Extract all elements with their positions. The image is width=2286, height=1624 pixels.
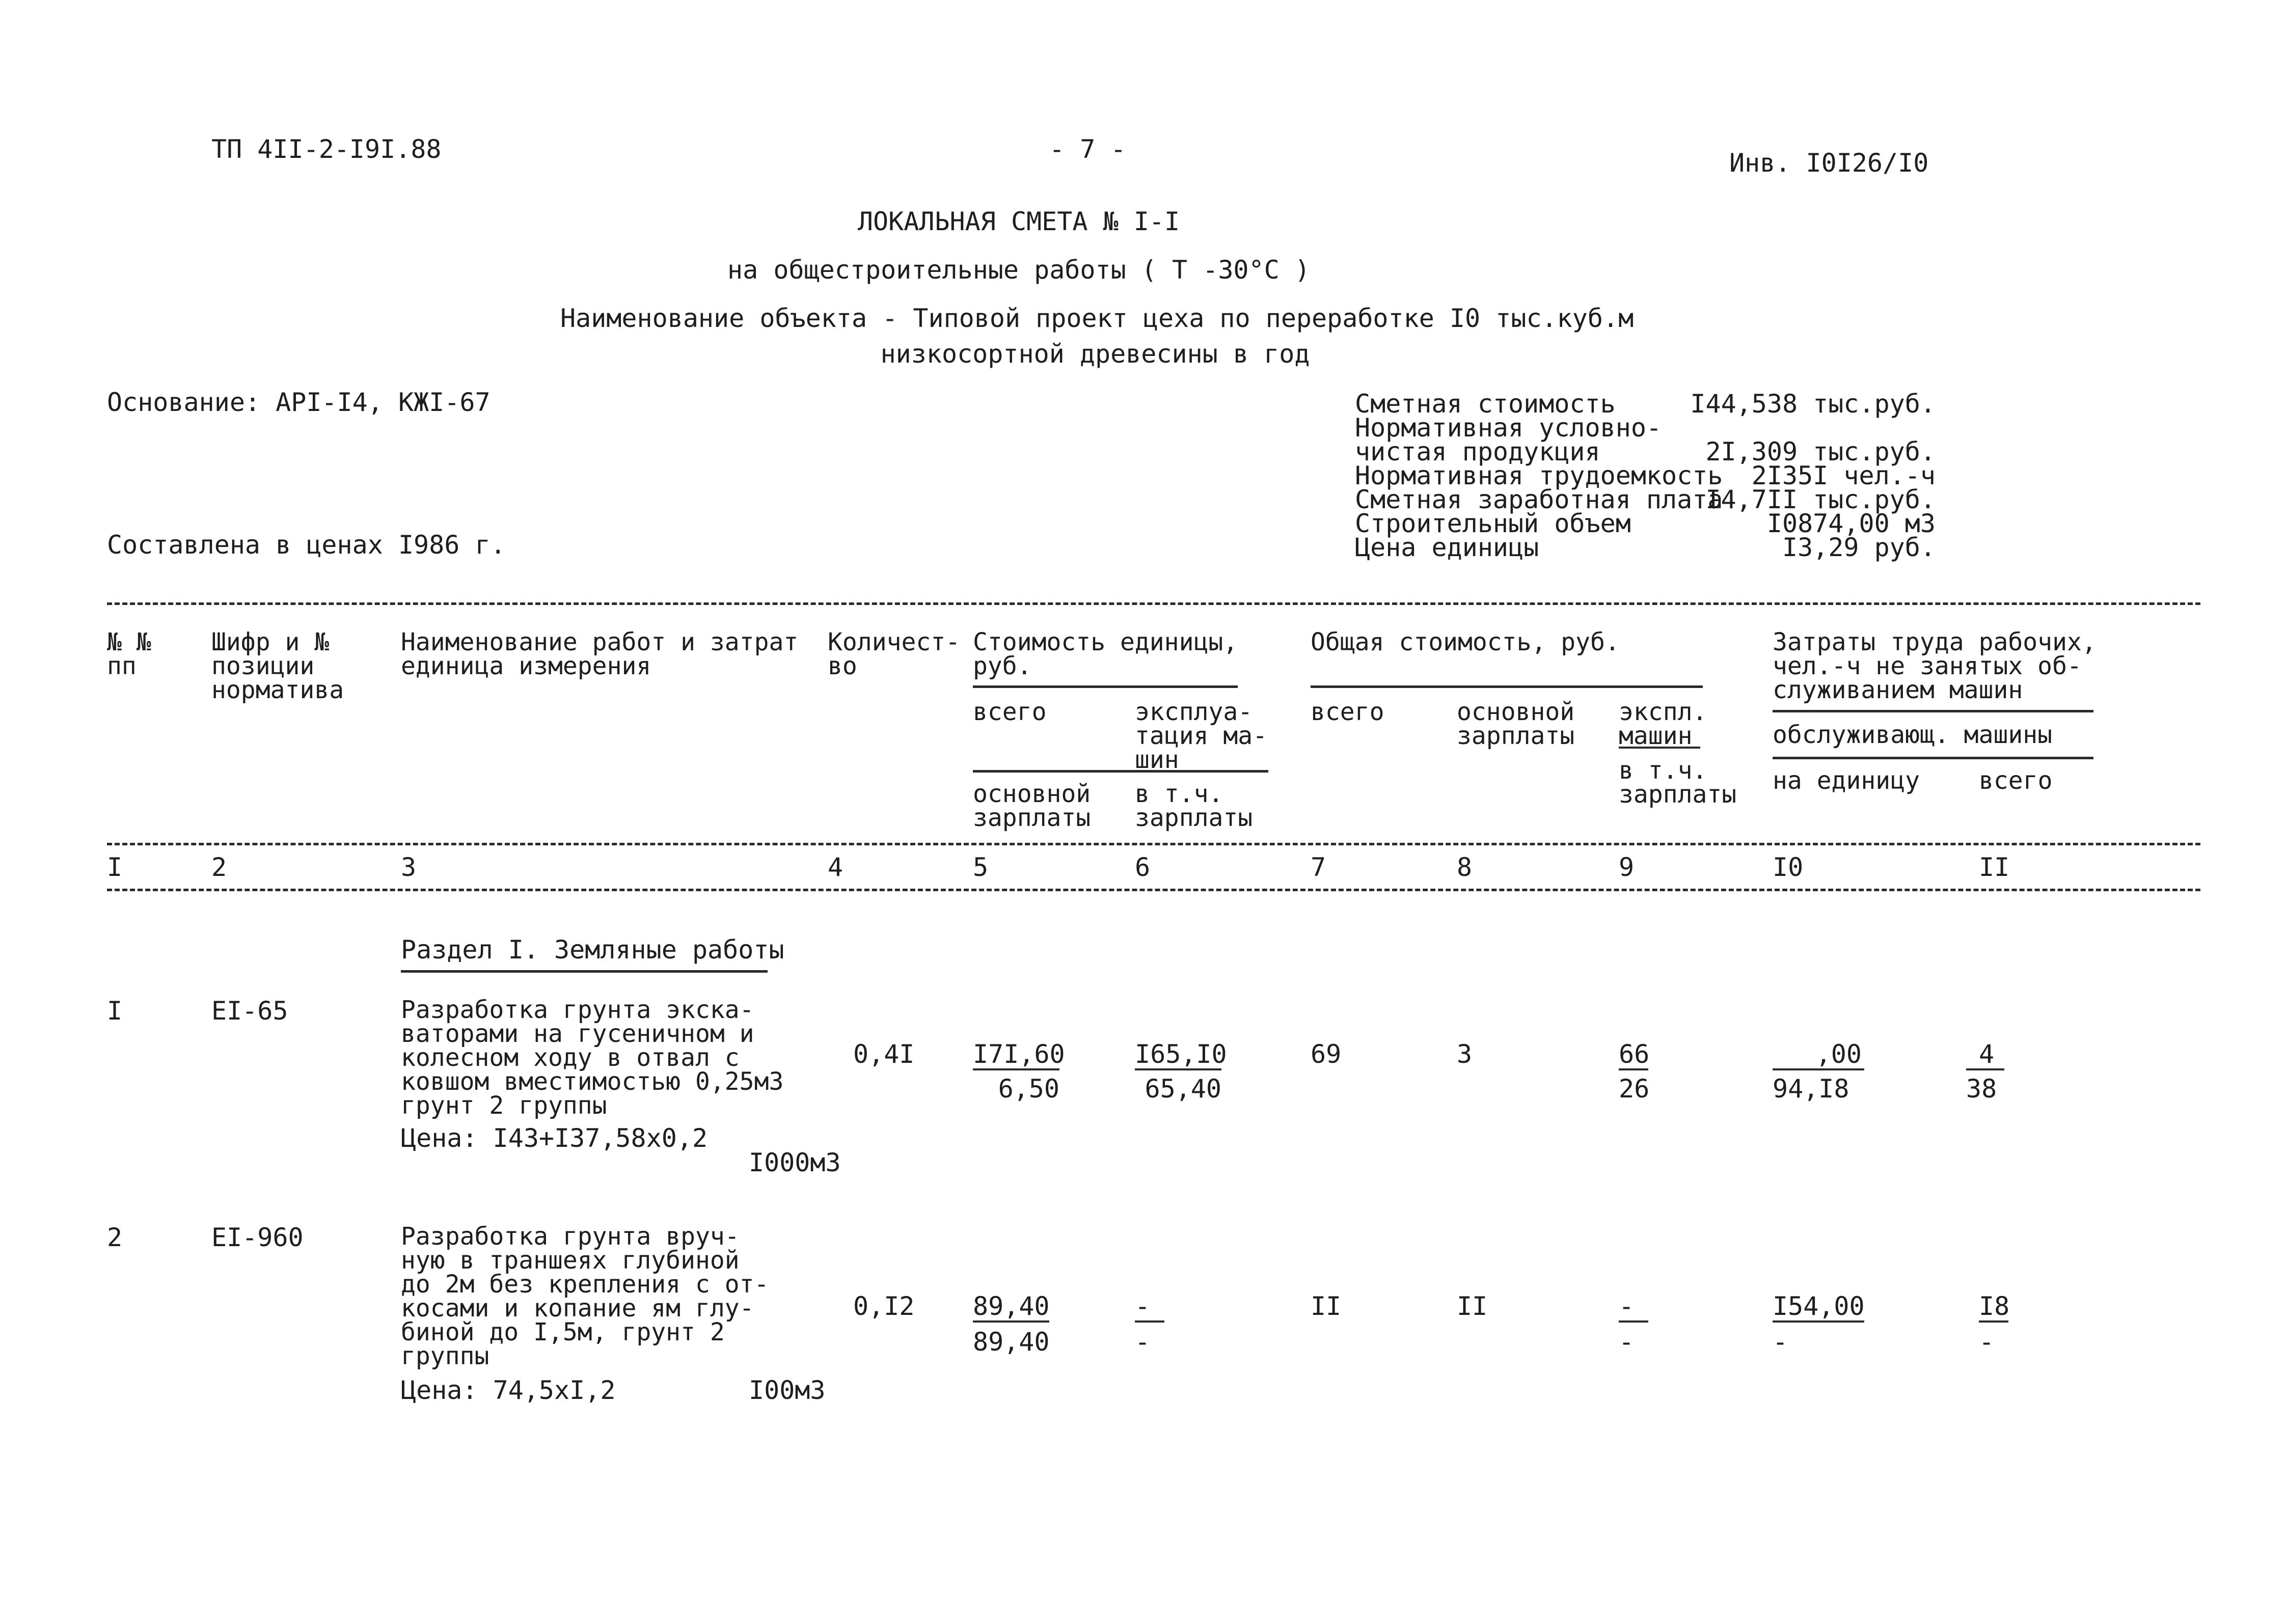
- divider: [973, 685, 1238, 688]
- summary-value: I3,29 руб.: [1782, 533, 1936, 562]
- document-code: ТП 4II-2-I9I.88: [211, 134, 442, 164]
- divider: [401, 970, 768, 973]
- row-quantity: 0,I2: [853, 1291, 915, 1321]
- total-wages: II: [1457, 1291, 1488, 1321]
- divider: [1135, 1320, 1164, 1323]
- row-unit: I000м3: [749, 1148, 841, 1177]
- section-title: Раздел I. Земляные работы: [401, 935, 784, 965]
- header-labor-service: обслуживающ. машины: [1773, 721, 2053, 749]
- labor-total: 4: [1979, 1039, 1995, 1069]
- header-unit-machine: эксплуа- тация ма- шин: [1135, 698, 1268, 774]
- unit-wages: 89,40: [973, 1327, 1050, 1357]
- row-unit: I00м3: [749, 1375, 826, 1405]
- divider: [1773, 710, 2093, 712]
- column-number: 5: [973, 852, 989, 882]
- summary-label: Нормативная условно-: [1355, 413, 1662, 443]
- column-number: I0: [1773, 852, 1804, 882]
- divider: [1966, 1068, 2004, 1070]
- divider: [973, 1320, 1049, 1323]
- summary-value: I0874,00 м3: [1766, 509, 1936, 538]
- header-col-name: Наименование работ и затрат единица измерения: [401, 628, 799, 680]
- column-numbers-rule: [107, 843, 2200, 845]
- row-number: 2: [107, 1223, 123, 1252]
- labor-unit: I54,00: [1773, 1291, 1865, 1321]
- basis: Основание: АРI-I4, КЖI-67: [107, 388, 491, 417]
- labor-unit: ,00: [1815, 1039, 1862, 1069]
- row-price: Цена: I43+I37,58х0,2: [401, 1123, 708, 1153]
- header-labor: Затраты труда рабочих, чел.-ч не занятых об- служиванием машин: [1773, 628, 2097, 704]
- summary-label: Нормативная трудоемкость: [1355, 461, 1723, 490]
- row-price: Цена: 74,5хI,2: [401, 1375, 616, 1405]
- divider: [973, 770, 1268, 773]
- unit-machine-wages: 65,40: [1145, 1074, 1221, 1104]
- header-total-cost: Общая стоимость, руб.: [1311, 628, 1620, 656]
- total-machine-wages: -: [1619, 1327, 1635, 1357]
- header-unit-machine-wages: в т.ч. зарплаты: [1135, 780, 1253, 832]
- unit-total: 89,40: [973, 1291, 1050, 1321]
- summary-label: чистая продукция: [1355, 437, 1600, 466]
- estimate-title: ЛОКАЛЬНАЯ СМЕТА № I-I: [857, 207, 1180, 236]
- header-unit-cost: Стоимость единицы, руб.: [973, 628, 1238, 680]
- divider: [1979, 1320, 2008, 1323]
- column-number: 7: [1311, 852, 1326, 882]
- column-number: 6: [1135, 852, 1151, 882]
- header-total-total: всего: [1311, 698, 1384, 726]
- estimate-subtitle: на общестроительные работы ( Т -30°С ): [727, 255, 1310, 285]
- header-total-machine: экспл. машин: [1619, 698, 1707, 750]
- header-total-machine-wages: в т.ч. зарплаты: [1619, 756, 1737, 809]
- divider: [1773, 1320, 1864, 1323]
- summary-value: 2I35I чел.-ч: [1751, 461, 1936, 490]
- row-code: ЕI-960: [211, 1223, 304, 1252]
- total-machine-wages: 26: [1619, 1074, 1650, 1104]
- divider: [1135, 1068, 1221, 1070]
- header-unit-total: всего: [973, 698, 1047, 726]
- table-header-bottom-rule: [107, 889, 2200, 891]
- header-labor-unit: на единицу: [1773, 766, 1920, 795]
- summary-label: Строительный объем: [1355, 509, 1631, 538]
- summary-label: Сметная заработная плата: [1355, 485, 1723, 514]
- labor-total-bottom: 38: [1966, 1074, 1997, 1104]
- unit-machine-wages: -: [1135, 1327, 1151, 1357]
- divider: [1619, 1068, 1648, 1070]
- labor-unit-bottom: -: [1773, 1327, 1788, 1357]
- column-number: I: [107, 852, 123, 882]
- divider: [973, 1068, 1059, 1070]
- divider: [1619, 1320, 1648, 1323]
- row-description: Разработка грунта экска- ваторами на гусеничном и колесном ходу в отвал с ковшом вместимостью 0,25м3 грунт 2 группы: [401, 996, 784, 1120]
- total-wages: 3: [1457, 1039, 1473, 1069]
- summary-value: I4,7II тыс.руб.: [1705, 485, 1936, 514]
- divider: [1773, 1068, 1864, 1070]
- header-col-quantity: Количест- во: [828, 628, 961, 680]
- column-number: 9: [1619, 852, 1635, 882]
- table-top-rule: [107, 602, 2200, 605]
- column-number: 8: [1457, 852, 1473, 882]
- labor-total: I8: [1979, 1291, 2010, 1321]
- divider: [1311, 685, 1703, 688]
- column-number: II: [1979, 852, 2010, 882]
- header-unit-wages: основной зарплаты: [973, 780, 1091, 832]
- header-labor-total: всего: [1979, 766, 2053, 795]
- summary-value: 2I,309 тыс.руб.: [1705, 437, 1936, 466]
- object-name-line2: низкосортной древесины в год: [880, 339, 1310, 369]
- total-machine: -: [1619, 1291, 1635, 1321]
- header-total-wages: основной зарплаты: [1457, 698, 1575, 750]
- labor-unit-bottom: 94,I8: [1773, 1074, 1849, 1104]
- total-cost: 69: [1311, 1039, 1342, 1069]
- column-number: 3: [401, 852, 417, 882]
- summary-value: I44,538 тыс.руб.: [1690, 389, 1936, 419]
- header-col-number: № № пп: [107, 628, 151, 680]
- labor-total-bottom: -: [1979, 1327, 1995, 1357]
- row-quantity: 0,4I: [853, 1039, 915, 1069]
- divider: [1773, 757, 2093, 759]
- unit-wages: 6,50: [998, 1074, 1059, 1104]
- divider: [1619, 747, 1700, 749]
- inventory-number: Инв. I0I26/I0: [1729, 148, 1929, 178]
- summary-label: Сметная стоимость: [1355, 389, 1616, 419]
- row-number: I: [107, 996, 123, 1026]
- row-description: Разработка грунта вруч- ную в траншеях глубиной до 2м без крепления с от- косами и копание ям глу- биной до I,5м, грунт 2 группы: [401, 1222, 769, 1370]
- unit-total: I7I,60: [973, 1039, 1065, 1069]
- column-number: 4: [828, 852, 843, 882]
- unit-machine: I65,I0: [1135, 1039, 1227, 1069]
- total-machine: 66: [1619, 1039, 1650, 1069]
- row-code: ЕI-65: [211, 996, 288, 1026]
- page-number: - 7 -: [1049, 134, 1126, 164]
- object-name-line1: Наименование объекта - Типовой проект цеха по переработке I0 тыс.куб.м: [560, 304, 1634, 333]
- total-cost: II: [1311, 1291, 1342, 1321]
- prices-year: Составлена в ценах I986 г.: [107, 530, 506, 560]
- header-col-code: Шифр и № позиции норматива: [211, 628, 344, 704]
- summary-label: Цена единицы: [1355, 533, 1539, 562]
- column-number: 2: [211, 852, 227, 882]
- unit-machine: -: [1135, 1291, 1151, 1321]
